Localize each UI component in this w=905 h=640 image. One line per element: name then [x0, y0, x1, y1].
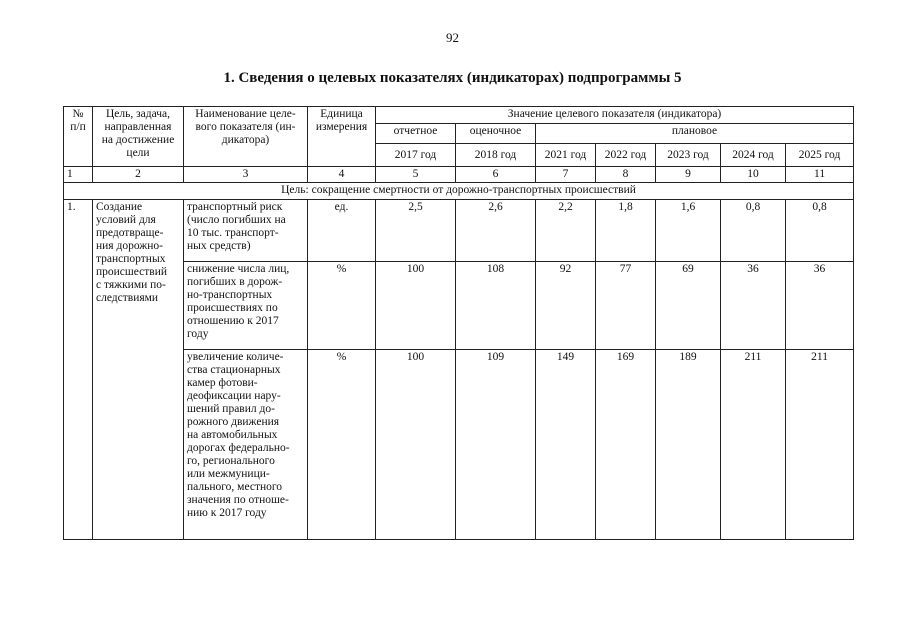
indicators-table: [63, 106, 854, 540]
unit-cell: %: [308, 262, 376, 350]
row-number: 1.: [64, 200, 93, 540]
goal-row: [64, 183, 854, 200]
goal-line: Цель: сокращение смертности от дорожно-транспортных происшествий: [64, 183, 854, 200]
header-planned: плановое: [536, 124, 854, 144]
table-row: [64, 200, 854, 262]
value-cell: 1,8: [596, 200, 656, 262]
value-cell: 149: [536, 350, 596, 540]
header-year: 2025 год: [786, 144, 854, 167]
value-cell: 0,8: [786, 200, 854, 262]
value-cell: 92: [536, 262, 596, 350]
document-title: 1. Сведения о целевых показателях (индикаторах) подпрограммы 5: [223, 70, 682, 86]
column-number-row: [64, 167, 854, 183]
header-row-1: [64, 107, 854, 124]
header-value-group: Значение целевого показателя (индикатора): [376, 107, 854, 124]
column-number: 2: [93, 167, 184, 183]
value-cell: 36: [786, 262, 854, 350]
header-year: 2024 год: [721, 144, 786, 167]
header-year: 2023 год: [656, 144, 721, 167]
header-year: 2018 год: [456, 144, 536, 167]
value-cell: 211: [721, 350, 786, 540]
header-goal: Цель, задача, направленная на достижение цели: [93, 107, 184, 167]
value-cell: 211: [786, 350, 854, 540]
task-cell: Создание условий для предотвраще- ния дорожно- транспортных происшествий с тяжкими по- следствиями: [93, 200, 184, 540]
column-number: 10: [721, 167, 786, 183]
value-cell: 77: [596, 262, 656, 350]
value-cell: 2,2: [536, 200, 596, 262]
value-cell: 1,6: [656, 200, 721, 262]
column-number: 4: [308, 167, 376, 183]
column-number: 6: [456, 167, 536, 183]
unit-cell: ед.: [308, 200, 376, 262]
column-number: 8: [596, 167, 656, 183]
column-number: 9: [656, 167, 721, 183]
value-cell: 189: [656, 350, 721, 540]
unit-cell: %: [308, 350, 376, 540]
header-reported: отчетное: [376, 124, 456, 144]
header-year: 2017 год: [376, 144, 456, 167]
value-cell: 109: [456, 350, 536, 540]
header-no: № п/п: [64, 107, 93, 167]
column-number: 5: [376, 167, 456, 183]
column-number: 7: [536, 167, 596, 183]
value-cell: 0,8: [721, 200, 786, 262]
header-year: 2021 год: [536, 144, 596, 167]
indicator-name: увеличение количе- ства стационарных камер фотови- деофиксации нару- шений правил до- рожного движения на автомобильных дорогах федерально- го, регионального или межмуници- пального, местного значения по отноше- нию к 2017 году: [184, 350, 308, 540]
header-unit: Единица измерения: [308, 107, 376, 167]
header-estimated: оценочное: [456, 124, 536, 144]
value-cell: 69: [656, 262, 721, 350]
indicator-name: транспортный риск (число погибших на 10 тыс. транспорт- ных средств): [184, 200, 308, 262]
value-cell: 108: [456, 262, 536, 350]
value-cell: 169: [596, 350, 656, 540]
header-year: 2022 год: [596, 144, 656, 167]
value-cell: 100: [376, 350, 456, 540]
indicator-name: снижение числа лиц, погибших в дорож- но-транспортных происшествиях по отношению к 2017 году: [184, 262, 308, 350]
column-number: 11: [786, 167, 854, 183]
value-cell: 100: [376, 262, 456, 350]
value-cell: 2,6: [456, 200, 536, 262]
column-number: 1: [64, 167, 93, 183]
value-cell: 36: [721, 262, 786, 350]
page-number: 92: [446, 30, 459, 45]
header-indicator: Наименование целе- вого показателя (ин- дикатора): [184, 107, 308, 167]
value-cell: 2,5: [376, 200, 456, 262]
column-number: 3: [184, 167, 308, 183]
